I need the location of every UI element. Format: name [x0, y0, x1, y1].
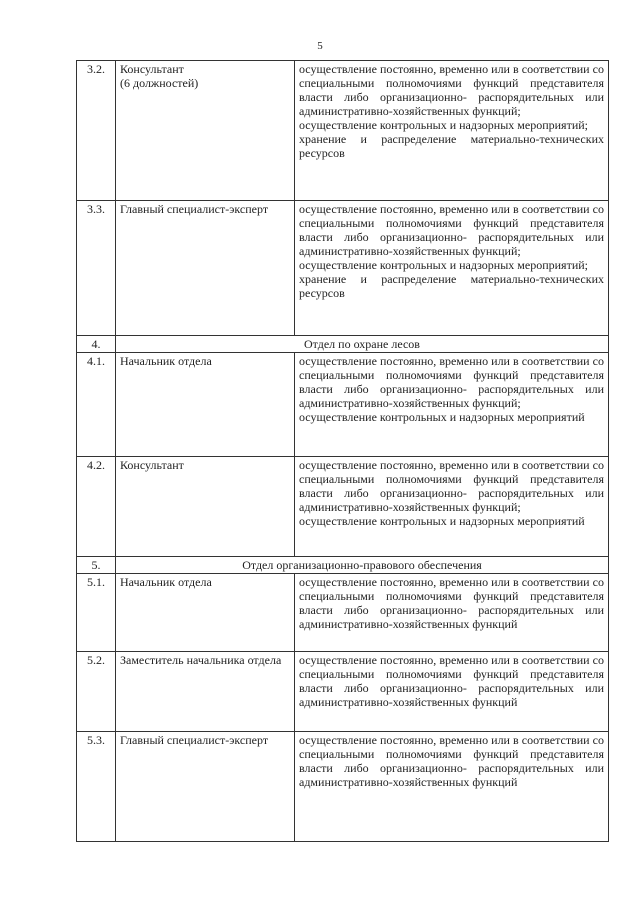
position-functions	[295, 201, 609, 336]
position-label: Начальник отдела	[120, 354, 212, 368]
position-label: Консультант (6 должностей)	[120, 62, 199, 90]
function-item: осуществление контрольных и надзорных мероприятий;	[299, 118, 588, 132]
position-label: Заместитель начальника отдела	[120, 653, 282, 667]
table-row	[77, 574, 609, 652]
row-number: 3.3.	[77, 201, 116, 336]
function-item: осуществление контрольных и надзорных мероприятий	[299, 410, 585, 424]
function-item: хранение и распределение материально-технических ресурсов	[299, 132, 604, 160]
position-label: Главный специалист-эксперт	[120, 733, 269, 747]
position-label: Консультант	[120, 458, 184, 472]
section-title: Отдел по охране лесов	[116, 336, 609, 353]
position-name	[116, 652, 295, 732]
position-name	[116, 201, 295, 336]
table-row	[77, 652, 609, 732]
function-item: осуществление постоянно, временно или в соответствии со специальными полномочиями функций представителя власти либо организационно- распорядительных или административно-хозяйственных функций;	[299, 202, 604, 258]
function-item: хранение и распределение материально-технических ресурсов	[299, 272, 604, 300]
position-functions	[295, 353, 609, 457]
table-row	[77, 201, 609, 336]
page-number: 5	[317, 40, 323, 52]
function-item: осуществление постоянно, временно или в соответствии со специальными полномочиями функций представителя власти либо организационно- распорядительных или административно-хозяйственных функций;	[299, 354, 604, 410]
position-name	[116, 61, 295, 201]
position-functions	[295, 732, 609, 842]
row-number: 5.1.	[77, 574, 116, 652]
function-item: осуществление контрольных и надзорных мероприятий	[299, 514, 585, 528]
table-row	[77, 353, 609, 457]
positions-table	[76, 60, 609, 842]
row-number: 4.2.	[77, 457, 116, 557]
table-row	[77, 732, 609, 842]
function-item: осуществление контрольных и надзорных мероприятий;	[299, 258, 588, 272]
position-functions	[295, 652, 609, 732]
position-name	[116, 732, 295, 842]
section-row	[77, 557, 609, 574]
position-functions	[295, 457, 609, 557]
position-name	[116, 574, 295, 652]
positions-table-body	[77, 61, 609, 842]
row-number: 5.	[77, 557, 116, 574]
position-label: Главный специалист-эксперт	[120, 202, 269, 216]
position-functions	[295, 574, 609, 652]
section-row	[77, 336, 609, 353]
function-item: осуществление постоянно, временно или в соответствии со специальными полномочиями функций представителя власти либо организационно- распорядительных или административно-хозяйственных функций	[299, 653, 604, 709]
table-row	[77, 457, 609, 557]
function-item: осуществление постоянно, временно или в соответствии со специальными полномочиями функций представителя власти либо организационно- распорядительных или административно-хозяйственных функций	[299, 575, 604, 631]
position-functions	[295, 61, 609, 201]
section-title: Отдел организационно-правового обеспечения	[116, 557, 609, 574]
row-number: 4.1.	[77, 353, 116, 457]
row-number: 5.3.	[77, 732, 116, 842]
position-label: Начальник отдела	[120, 575, 212, 589]
row-number: 3.2.	[77, 61, 116, 201]
function-item: осуществление постоянно, временно или в соответствии со специальными полномочиями функций представителя власти либо организационно- распорядительных или административно-хозяйственных функций	[299, 733, 604, 789]
function-item: осуществление постоянно, временно или в соответствии со специальными полномочиями функций представителя власти либо организационно- распорядительных или административно-хозяйственных функций;	[299, 62, 604, 118]
function-item: осуществление постоянно, временно или в соответствии со специальными полномочиями функций представителя власти либо организационно- распорядительных или административно-хозяйственных функций;	[299, 458, 604, 514]
table-row	[77, 61, 609, 201]
row-number: 5.2.	[77, 652, 116, 732]
position-name	[116, 353, 295, 457]
position-name	[116, 457, 295, 557]
row-number: 4.	[77, 336, 116, 353]
